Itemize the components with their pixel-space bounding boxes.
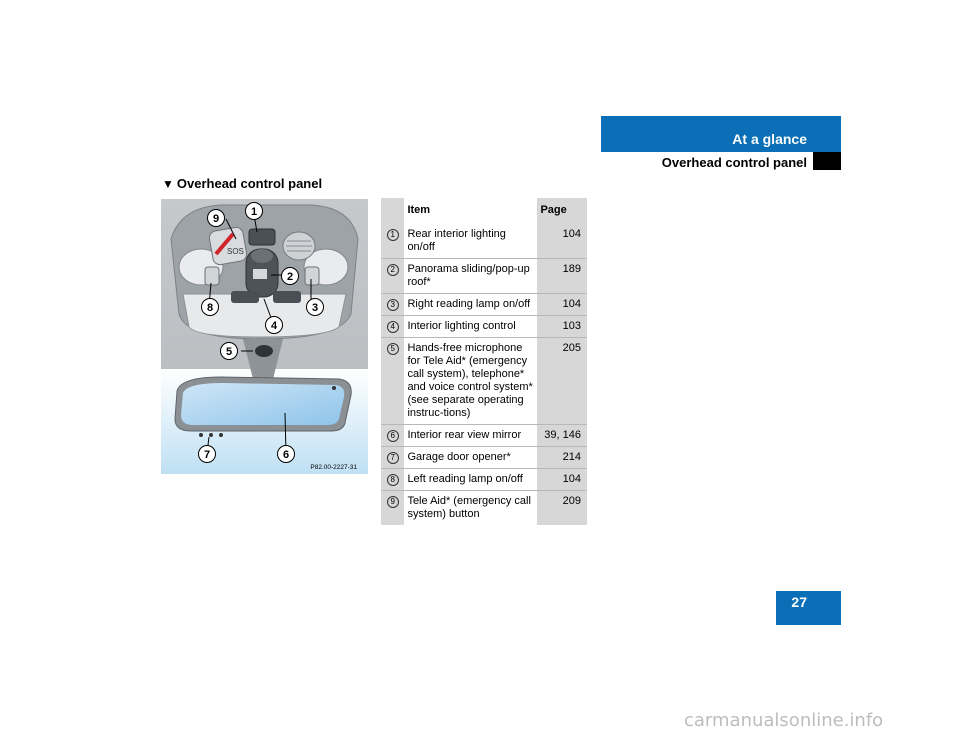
row-item: Interior rear view mirror: [404, 425, 537, 447]
row-item: Interior lighting control: [404, 316, 537, 338]
section-header: At a glance: [601, 116, 841, 152]
row-page: 103: [537, 316, 587, 338]
section-subtitle: Overhead control panel: [661, 155, 807, 170]
table-row: [381, 316, 587, 338]
row-item: Right reading lamp on/off: [404, 294, 537, 316]
svg-text:8: 8: [206, 302, 214, 314]
row-page: 104: [537, 294, 587, 316]
row-item: Rear interior lighting on/off: [404, 224, 537, 259]
table-row: [381, 469, 587, 491]
table-row: [381, 447, 587, 469]
svg-text:2: 2: [286, 271, 294, 283]
svg-text:3: 3: [311, 302, 319, 314]
row-item: Panorama sliding/pop-up roof*: [404, 259, 537, 294]
row-number-badge: 8: [387, 474, 399, 486]
callout-9: [208, 210, 225, 227]
row-number-badge: 5: [387, 343, 399, 355]
svg-text:7: 7: [203, 449, 211, 461]
row-item: Hands-free microphone for Tele Aid* (emergency call system), telephone* and voice control system* (see separate operating instruc-tions): [404, 338, 537, 425]
svg-text:9: 9: [212, 213, 220, 225]
table-row: [381, 294, 587, 316]
table-row: [381, 338, 587, 425]
row-page: 104: [537, 224, 587, 259]
callout-3: [307, 299, 324, 316]
overhead-panel-illustration: [161, 199, 368, 474]
callout-5: [221, 343, 238, 360]
callout-1: [246, 203, 263, 220]
callout-6: [278, 446, 295, 463]
row-page: 189: [537, 259, 587, 294]
heading-marker-icon: ▼: [162, 177, 174, 191]
table-row: [381, 491, 587, 526]
svg-text:6: 6: [282, 449, 290, 461]
row-number-badge: 7: [387, 452, 399, 464]
row-number-badge: 2: [387, 264, 399, 276]
header-page: Page: [537, 198, 587, 224]
svg-text:1: 1: [250, 206, 258, 218]
callout-2: [282, 268, 299, 285]
svg-text:4: 4: [270, 320, 278, 332]
figure-code: P82.00-2227-31: [310, 464, 357, 471]
callout-8: [202, 299, 219, 316]
table-header-row: [381, 198, 587, 224]
table-row: [381, 259, 587, 294]
row-item: Left reading lamp on/off: [404, 469, 537, 491]
row-page: 205: [537, 338, 587, 425]
items-table: [381, 198, 587, 525]
section-tab-marker: [813, 152, 841, 170]
row-page: 39, 146: [537, 425, 587, 447]
row-item: Tele Aid* (emergency call system) button: [404, 491, 537, 526]
row-number-badge: 6: [387, 430, 399, 442]
callout-4: [266, 317, 283, 334]
watermark: carmanualsonline.info: [684, 710, 884, 731]
row-page: 209: [537, 491, 587, 526]
row-item: Garage door opener*: [404, 447, 537, 469]
row-number-badge: 4: [387, 321, 399, 333]
callout-7: [199, 446, 216, 463]
row-number-badge: 3: [387, 299, 399, 311]
svg-text:5: 5: [225, 346, 233, 358]
row-number-badge: 9: [387, 496, 399, 508]
table-row: [381, 425, 587, 447]
header-item: Item: [404, 198, 537, 224]
row-number-badge: 1: [387, 229, 399, 241]
table-row: [381, 224, 587, 259]
page-heading: ▼ Overhead control panel: [162, 176, 323, 191]
page-number: 27: [776, 591, 841, 625]
sos-label: SOS: [227, 247, 244, 256]
row-page: 214: [537, 447, 587, 469]
row-page: 104: [537, 469, 587, 491]
